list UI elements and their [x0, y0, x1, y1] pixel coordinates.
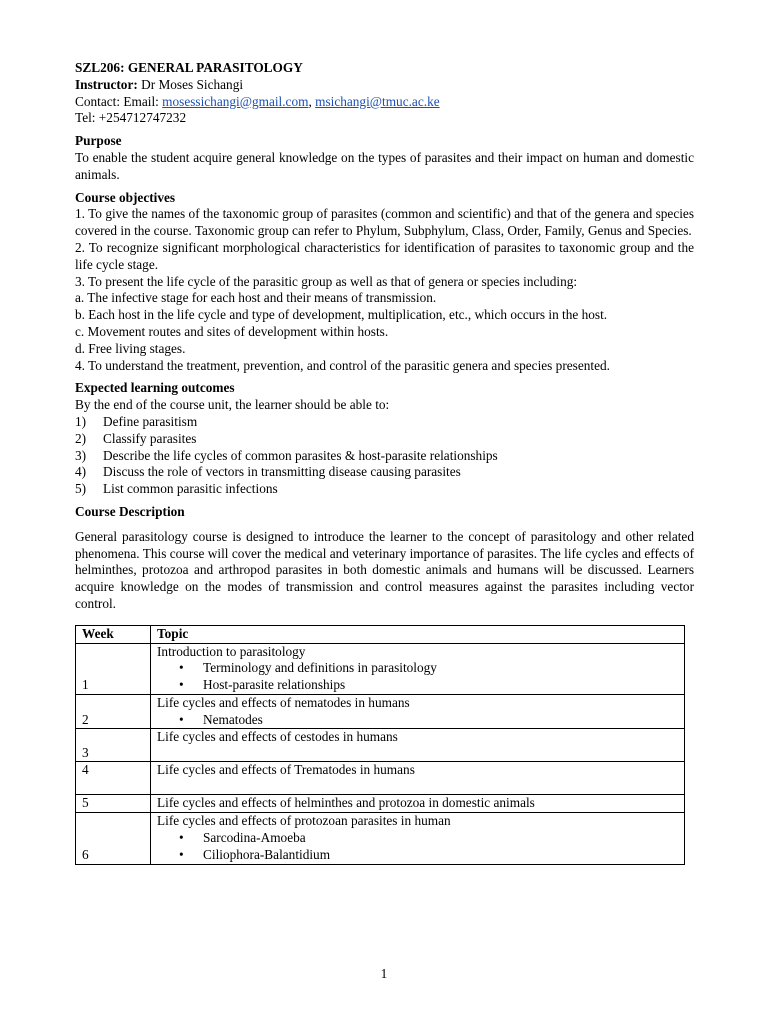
- objective-item: a. The infective stage for each host and their means of transmission.: [75, 290, 437, 306]
- table-row: [76, 729, 685, 762]
- topic-bullet: [157, 677, 678, 694]
- list-item: [75, 414, 694, 431]
- email-link-2[interactable]: msichangi@tmuc.ac.ke: [315, 93, 440, 109]
- bullet-icon: •: [179, 677, 184, 693]
- week-cell: 3: [76, 729, 151, 762]
- table-row: [76, 643, 685, 694]
- list-item: [75, 448, 694, 465]
- list-text: Describe the life cycles of common parasites & host-parasite relationships: [103, 447, 498, 463]
- email-link-1[interactable]: mosessichangi@gmail.com: [162, 93, 309, 109]
- topic-title: Life cycles and effects of Trematodes in humans: [157, 762, 415, 778]
- week-cell: 2: [76, 694, 151, 729]
- week-column-header: Week: [76, 625, 151, 643]
- topic-title: Life cycles and effects of nematodes in humans: [157, 694, 410, 710]
- topic-cell: [151, 813, 685, 864]
- purpose-heading: Purpose: [75, 133, 122, 149]
- objective-item: 3. To present the life cycle of the parasitic group as well as that of genera or species including:: [75, 273, 578, 289]
- list-number: 4): [75, 464, 87, 480]
- objectives-heading: Course objectives: [75, 189, 176, 205]
- bullet-icon: •: [179, 660, 184, 676]
- instructor-name: Dr Moses Sichangi: [141, 76, 244, 92]
- topic-bullet: [157, 830, 678, 847]
- bullet-text: Sarcodina-Amoeba: [203, 830, 306, 846]
- email-separator: ,: [308, 93, 316, 109]
- outcomes-list: [75, 414, 694, 498]
- bullet-text: Nematodes: [203, 711, 263, 727]
- telephone: Tel: +254712747232: [75, 110, 187, 126]
- objective-item: d. Free living stages.: [75, 340, 186, 356]
- description-text: General parasitology course is designed to introduce the learner to the concept of parasitology and other related phenomena. This course will cover the medical and veterinary importance of parasites. The life cycles and effects of helminthes, protozoa and arthropod parasites in both domestic animals and humans will be discussed. Learners acquire knowledge on the modes of transmission and control measures against the parasites including vector control.: [75, 528, 694, 611]
- topic-cell: [151, 762, 685, 795]
- list-text: Classify parasites: [103, 430, 197, 446]
- week-cell: 4: [76, 762, 151, 795]
- objective-item: 2. To recognize significant morphological characteristics for identification of parasites to taxonomic group and the life cycle stage.: [75, 239, 694, 272]
- list-number: 5): [75, 481, 87, 497]
- purpose-text: To enable the student acquire general knowledge on the types of parasites and their impact on human and domestic animals.: [75, 149, 694, 182]
- bullet-icon: •: [179, 830, 184, 846]
- week-cell: 6: [76, 813, 151, 864]
- topic-cell: [151, 729, 685, 762]
- contact-line: [75, 94, 694, 111]
- table-header-row: [76, 625, 685, 643]
- bullet-text: Host-parasite relationships: [203, 677, 346, 693]
- table-row: [76, 813, 685, 864]
- document-page: [75, 60, 694, 865]
- table-row: [76, 694, 685, 729]
- instructor-label: Instructor:: [75, 76, 138, 92]
- topic-title: Life cycles and effects of protozoan parasites in human: [157, 813, 451, 829]
- objective-item: c. Movement routes and sites of development within hosts.: [75, 323, 389, 339]
- week-cell: 1: [76, 643, 151, 694]
- list-item: [75, 464, 694, 481]
- topic-bullet: [157, 660, 678, 677]
- instructor-line: [75, 77, 694, 94]
- topic-cell: [151, 795, 685, 813]
- objective-item: 4. To understand the treatment, prevention, and control of the parasitic genera and species presented.: [75, 357, 610, 373]
- schedule-table: [75, 625, 685, 865]
- topic-cell: [151, 643, 685, 694]
- topic-title: Introduction to parasitology: [157, 643, 306, 659]
- list-text: Define parasitism: [103, 413, 198, 429]
- description-heading: Course Description: [75, 503, 185, 519]
- topic-cell: [151, 694, 685, 729]
- outcomes-heading: Expected learning outcomes: [75, 380, 235, 396]
- list-number: 2): [75, 430, 87, 446]
- bullet-text: Ciliophora-Balantidium: [203, 846, 331, 862]
- page-number: 1: [380, 966, 388, 981]
- list-text: List common parasitic infections: [103, 481, 278, 497]
- contact-prefix: Contact: Email:: [75, 93, 163, 109]
- course-title: SZL206: GENERAL PARASITOLOGY: [75, 60, 303, 75]
- week-cell: 5: [76, 795, 151, 813]
- list-item: [75, 431, 694, 448]
- list-text: Discuss the role of vectors in transmitting disease causing parasites: [103, 464, 461, 480]
- list-item: [75, 481, 694, 498]
- bullet-icon: •: [179, 846, 184, 862]
- list-number: 1): [75, 413, 87, 429]
- objective-item: b. Each host in the life cycle and type of development, multiplication, etc., which occurs in the host.: [75, 307, 608, 323]
- list-number: 3): [75, 447, 87, 463]
- outcomes-intro: By the end of the course unit, the learner should be able to:: [75, 397, 390, 413]
- topic-bullet: [157, 847, 678, 864]
- objective-item: 1. To give the names of the taxonomic group of parasites (common and scientific) and that of the genera and species covered in the course. Taxonomic group can refer to Phylum, Subphylum, Class, Order, Family, Genus and Species.: [75, 206, 694, 239]
- table-row: [76, 762, 685, 795]
- topic-title: Life cycles and effects of helminthes and protozoa in domestic animals: [157, 795, 535, 811]
- topic-title: Life cycles and effects of cestodes in humans: [157, 729, 398, 745]
- bullet-icon: •: [179, 711, 184, 727]
- topic-column-header: Topic: [151, 625, 685, 643]
- table-row: [76, 795, 685, 813]
- topic-bullet: [157, 712, 678, 729]
- bullet-text: Terminology and definitions in parasitology: [203, 660, 437, 676]
